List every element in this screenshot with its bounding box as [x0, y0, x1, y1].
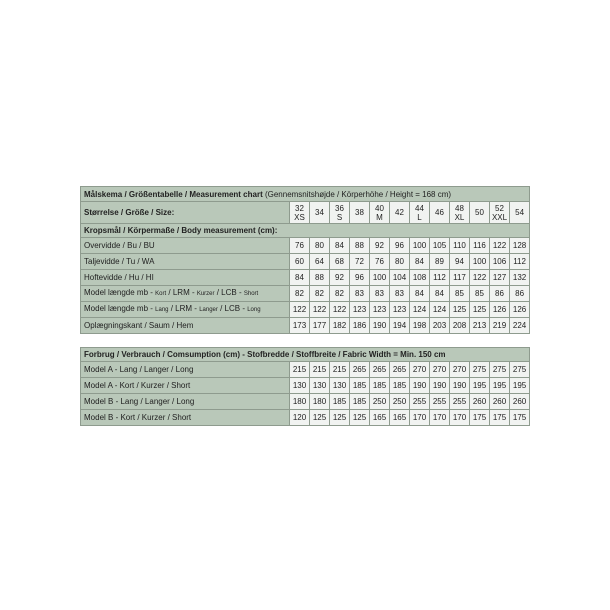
consumption-value: 170: [450, 410, 470, 426]
measurement-row-label: [81, 270, 290, 286]
consumption-value: 255: [430, 394, 450, 410]
consumption-value: 270: [430, 362, 450, 378]
size-letter: XL: [454, 212, 465, 222]
consumption-value: 265: [370, 362, 390, 378]
measurement-value: 122: [310, 302, 330, 318]
size-number: 46: [435, 208, 444, 217]
measurement-row: [81, 286, 530, 302]
consumption-row: [81, 394, 530, 410]
size-number: 40: [375, 203, 384, 213]
size-letter: XXL: [491, 212, 508, 222]
consumption-value: 215: [290, 362, 310, 378]
consumption-value: 265: [350, 362, 370, 378]
consumption-value: 125: [330, 410, 350, 426]
consumption-value: 195: [470, 378, 490, 394]
label-text: Oplægningskant / Saum / Hem: [84, 321, 194, 330]
measurement-title-note: (Gennemsnitshøjde / Körperhöhe / Height = 168 cm): [262, 189, 452, 199]
consumption-row-label: Model A - Lang / Langer / Long: [81, 362, 290, 378]
measurement-value: 112: [510, 254, 530, 270]
measurement-value: 84: [330, 238, 350, 254]
consumption-value: 175: [510, 410, 530, 426]
measurement-value: 123: [390, 302, 410, 318]
label-text: / LRM -: [166, 288, 197, 297]
consumption-title-row: [81, 348, 530, 362]
body-measurement-header: Kropsmål / Körpermaße / Body measurement (cm):: [81, 224, 530, 238]
size-cell: [330, 202, 350, 224]
measurement-value: 60: [290, 254, 310, 270]
consumption-value: 125: [350, 410, 370, 426]
measurement-row-label: [81, 302, 290, 318]
measurement-value: 84: [410, 254, 430, 270]
consumption-row-label: Model A - Kort / Kurzer / Short: [81, 378, 290, 394]
measurement-title-row: [81, 187, 530, 202]
measurement-value: 88: [310, 270, 330, 286]
measurement-value: 112: [430, 270, 450, 286]
measurement-value: 83: [350, 286, 370, 302]
measurement-value: 84: [430, 286, 450, 302]
consumption-row: [81, 378, 530, 394]
consumption-value: 275: [510, 362, 530, 378]
measurement-value: 123: [350, 302, 370, 318]
measurement-row: [81, 318, 530, 334]
consumption-value: 175: [490, 410, 510, 426]
measurement-value: 96: [390, 238, 410, 254]
measurement-value: 85: [450, 286, 470, 302]
consumption-value: 255: [410, 394, 430, 410]
consumption-value: 260: [470, 394, 490, 410]
measurement-row-label: [81, 286, 290, 302]
measurement-value: 224: [510, 318, 530, 334]
measurement-value: 94: [450, 254, 470, 270]
label-small: Long: [247, 307, 261, 313]
measurement-row: [81, 302, 530, 318]
consumption-row: [81, 410, 530, 426]
measurement-value: 194: [390, 318, 410, 334]
measurement-value: 84: [290, 270, 310, 286]
measurement-value: 122: [330, 302, 350, 318]
measurement-row: [81, 270, 530, 286]
measurement-value: 124: [430, 302, 450, 318]
size-cell: [450, 202, 470, 224]
size-number: 50: [475, 208, 484, 217]
measurement-row-label: [81, 318, 290, 334]
consumption-value: 185: [330, 394, 350, 410]
measurement-row: [81, 254, 530, 270]
consumption-title: Forbrug / Verbrauch / Comsumption (cm) - Stofbredde / Stoffbreite / Fabric Width = Min. 150 cm: [81, 348, 530, 362]
consumption-value: 215: [310, 362, 330, 378]
measurement-value: 100: [410, 238, 430, 254]
measurement-value: 80: [310, 238, 330, 254]
size-cell: [490, 202, 510, 224]
size-number: 32: [295, 203, 304, 213]
consumption-value: 275: [470, 362, 490, 378]
measurement-value: 117: [450, 270, 470, 286]
size-cell: [410, 202, 430, 224]
measurement-value: 122: [290, 302, 310, 318]
measurement-value: 82: [290, 286, 310, 302]
measurement-value: 219: [490, 318, 510, 334]
measurement-value: 110: [450, 238, 470, 254]
size-number: 34: [315, 208, 324, 217]
label-text: / LCB -: [217, 304, 248, 313]
size-cell: [350, 202, 370, 224]
consumption-value: 180: [290, 394, 310, 410]
consumption-value: 185: [370, 378, 390, 394]
consumption-value: 190: [430, 378, 450, 394]
consumption-value: 250: [370, 394, 390, 410]
consumption-value: 130: [290, 378, 310, 394]
measurement-value: 86: [490, 286, 510, 302]
measurement-value: 96: [350, 270, 370, 286]
measurement-value: 124: [410, 302, 430, 318]
size-number: 52: [495, 203, 504, 213]
consumption-value: 190: [450, 378, 470, 394]
label-text: / LRM -: [168, 304, 200, 313]
measurement-value: 125: [470, 302, 490, 318]
consumption-value: 175: [470, 410, 490, 426]
measurement-value: 122: [470, 270, 490, 286]
size-cell: [430, 202, 450, 224]
measurement-value: 132: [510, 270, 530, 286]
measurement-value: 92: [330, 270, 350, 286]
size-cell: [470, 202, 490, 224]
measurement-value: 88: [350, 238, 370, 254]
label-text: / LCB -: [214, 288, 244, 297]
consumption-value: 120: [290, 410, 310, 426]
measurement-value: 116: [470, 238, 490, 254]
label-text: Model længde mb -: [84, 288, 156, 297]
measurement-value: 127: [490, 270, 510, 286]
consumption-value: 195: [510, 378, 530, 394]
consumption-value: 130: [310, 378, 330, 394]
size-number: 38: [355, 208, 364, 217]
size-row: [81, 202, 530, 224]
size-cell: [310, 202, 330, 224]
label-small: Langer: [199, 307, 218, 313]
measurement-row-label: [81, 254, 290, 270]
measurement-value: 208: [450, 318, 470, 334]
consumption-row: [81, 362, 530, 378]
measurement-value: 203: [430, 318, 450, 334]
measurement-value: 84: [410, 286, 430, 302]
measurement-value: 105: [430, 238, 450, 254]
measurement-value: 198: [410, 318, 430, 334]
consumption-row-label: Model B - Kort / Kurzer / Short: [81, 410, 290, 426]
size-cell: [510, 202, 530, 224]
size-letter: XS: [294, 212, 305, 222]
body-measurement-header-row: [81, 224, 530, 238]
measurement-value: 190: [370, 318, 390, 334]
consumption-value: 255: [450, 394, 470, 410]
measurement-value: 108: [410, 270, 430, 286]
label-text: Taljevidde / Tu / WA: [84, 257, 155, 266]
size-number: 36: [335, 203, 344, 213]
consumption-value: 265: [390, 362, 410, 378]
consumption-row-label: Model B - Lang / Langer / Long: [81, 394, 290, 410]
measurement-row-label: [81, 238, 290, 254]
label-text: Hoftevidde / Hu / HI: [84, 273, 154, 282]
size-cell: [290, 202, 310, 224]
measurement-value: 173: [290, 318, 310, 334]
consumption-value: 270: [450, 362, 470, 378]
measurement-value: 125: [450, 302, 470, 318]
size-number: 48: [455, 203, 464, 213]
measurement-value: 82: [330, 286, 350, 302]
consumption-value: 260: [510, 394, 530, 410]
measurement-value: 86: [510, 286, 530, 302]
measurement-value: 126: [510, 302, 530, 318]
size-number: 42: [395, 208, 404, 217]
consumption-value: 165: [370, 410, 390, 426]
label-small: Lang: [155, 307, 169, 313]
size-number: 54: [515, 208, 525, 217]
measurement-value: 122: [490, 238, 510, 254]
measurement-value: 68: [330, 254, 350, 270]
measurement-title: [81, 187, 530, 202]
consumption-value: 190: [410, 378, 430, 394]
label-small: Kort: [155, 291, 167, 297]
size-cell: [370, 202, 390, 224]
consumption-value: 185: [350, 394, 370, 410]
measurement-chart: [80, 186, 530, 334]
size-cell: [390, 202, 410, 224]
consumption-value: 170: [410, 410, 430, 426]
consumption-value: 185: [390, 378, 410, 394]
label-text: Overvidde / Bu / BU: [84, 241, 155, 250]
size-letter: S: [336, 212, 343, 222]
consumption-value: 170: [430, 410, 450, 426]
measurement-value: 82: [310, 286, 330, 302]
measurement-value: 177: [310, 318, 330, 334]
measurement-value: 106: [490, 254, 510, 270]
consumption-value: 165: [390, 410, 410, 426]
measurement-value: 83: [390, 286, 410, 302]
measurement-value: 85: [470, 286, 490, 302]
consumption-value: 215: [330, 362, 350, 378]
measurement-value: 76: [290, 238, 310, 254]
label-small: Short: [243, 291, 259, 297]
label-small: Kurzer: [196, 291, 215, 297]
measurement-value: 182: [330, 318, 350, 334]
consumption-value: 270: [410, 362, 430, 378]
measurement-value: 123: [370, 302, 390, 318]
consumption-value: 180: [310, 394, 330, 410]
consumption-value: 195: [490, 378, 510, 394]
consumption-value: 185: [350, 378, 370, 394]
label-text: Model længde mb -: [84, 304, 156, 313]
measurement-value: 72: [350, 254, 370, 270]
measurement-value: 100: [370, 270, 390, 286]
measurement-value: 126: [490, 302, 510, 318]
size-label: Størrelse / Größe / Size:: [81, 202, 290, 224]
measurement-value: 92: [370, 238, 390, 254]
measurement-value: 64: [310, 254, 330, 270]
consumption-value: 125: [310, 410, 330, 426]
consumption-value: 250: [390, 394, 410, 410]
measurement-row: [81, 238, 530, 254]
size-letter: L: [417, 212, 422, 222]
consumption-value: 260: [490, 394, 510, 410]
measurement-value: 128: [510, 238, 530, 254]
measurement-value: 186: [350, 318, 370, 334]
size-number: 44: [415, 203, 424, 213]
size-letter: M: [376, 212, 383, 222]
measurement-value: 76: [370, 254, 390, 270]
consumption-value: 275: [490, 362, 510, 378]
measurement-value: 100: [470, 254, 490, 270]
measurement-value: 89: [430, 254, 450, 270]
measurement-title-bold: Målskema / Größentabelle / Measurement chart: [84, 189, 263, 199]
measurement-value: 104: [390, 270, 410, 286]
measurement-value: 83: [370, 286, 390, 302]
measurement-value: 80: [390, 254, 410, 270]
consumption-chart: [80, 347, 530, 426]
measurement-value: 213: [470, 318, 490, 334]
consumption-value: 130: [330, 378, 350, 394]
